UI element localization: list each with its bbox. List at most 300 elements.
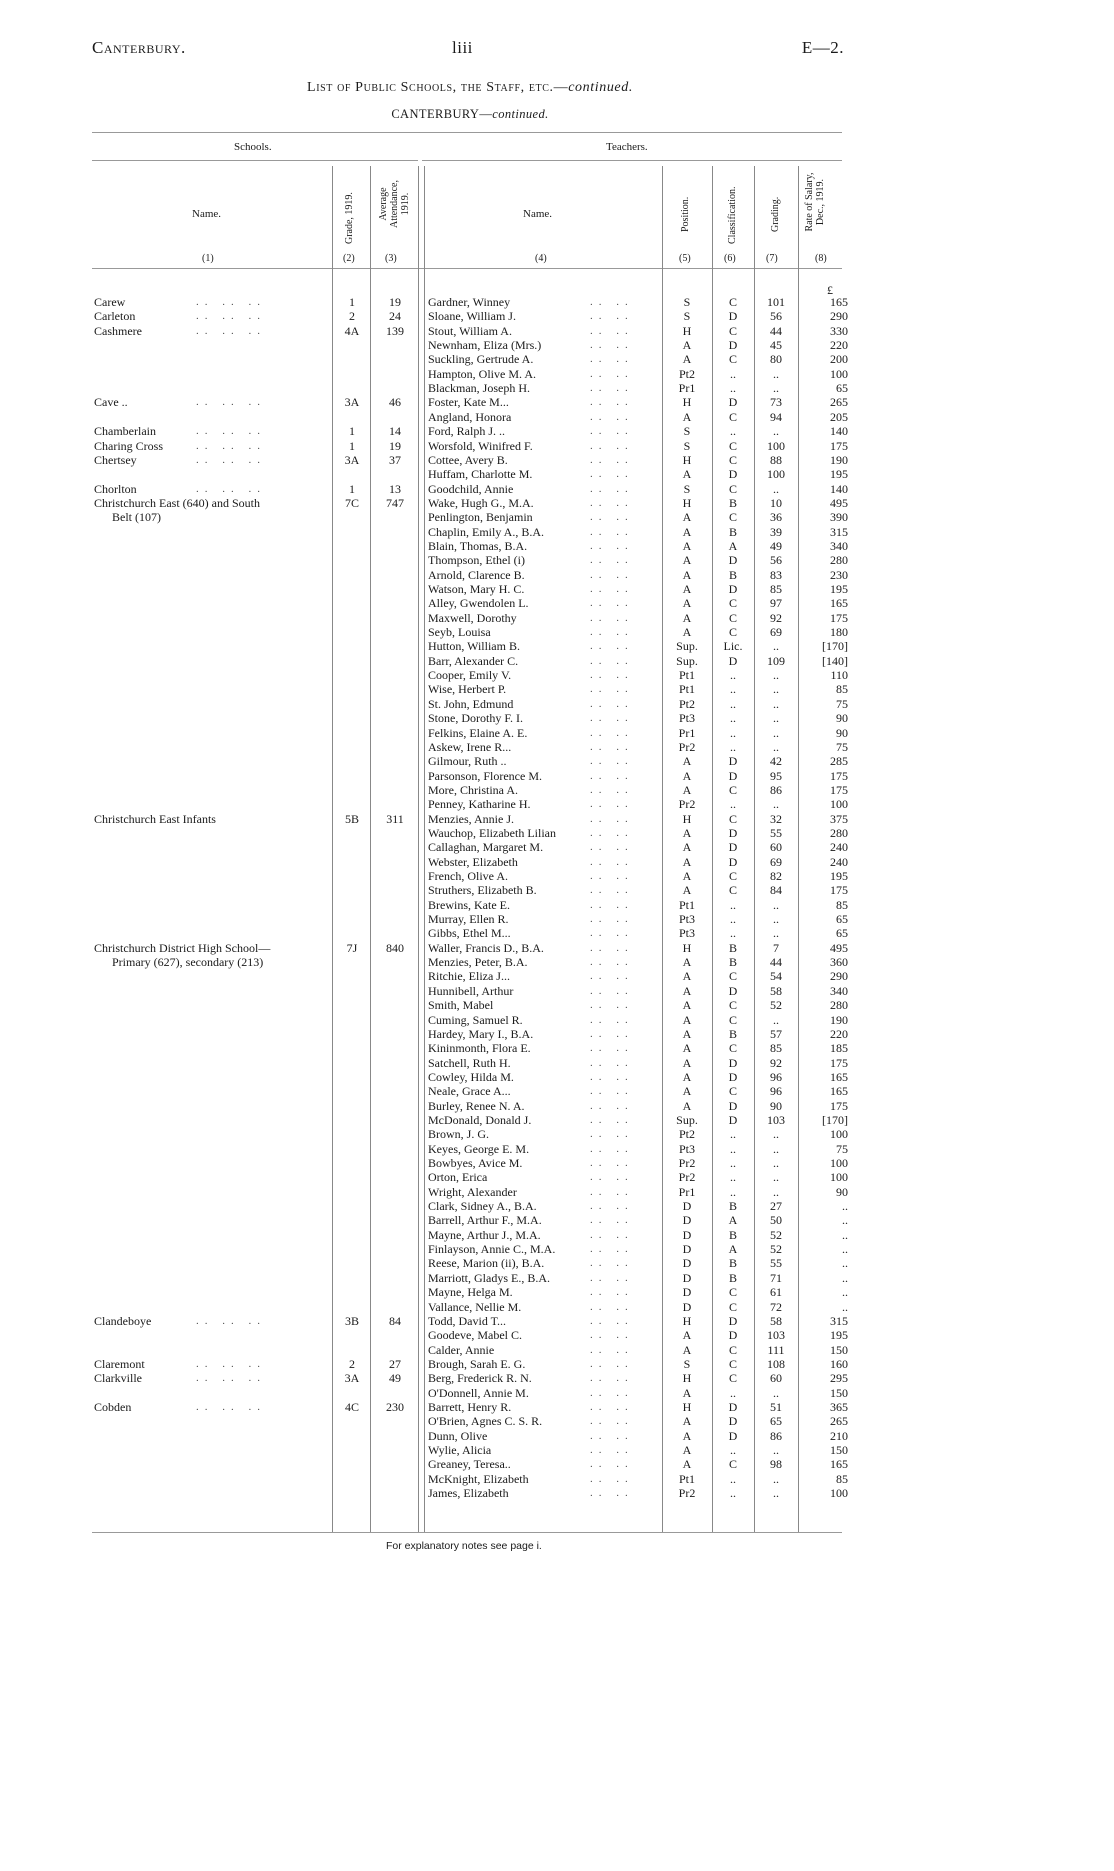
leader-dots: .. ..	[590, 597, 634, 610]
leader-dots: .. .. ..	[196, 1357, 266, 1370]
rule-top	[92, 132, 842, 133]
table-row	[0, 1041, 940, 1055]
teacher-grading: 49	[770, 538, 782, 553]
teacher-grading: 44	[770, 955, 782, 970]
leader-dots: .. ..	[590, 1056, 634, 1069]
teacher-classification: D	[728, 1414, 738, 1429]
school-name: Claremont	[94, 1356, 145, 1371]
teacher-position: D	[682, 1227, 692, 1242]
leader-dots: .. ..	[590, 468, 634, 481]
col-header-grade: Grade, 1919.	[344, 192, 355, 244]
teacher-grading: 56	[770, 309, 782, 324]
table-row	[0, 855, 940, 869]
school-grade: 1	[349, 295, 355, 309]
teacher-grading: 100	[767, 438, 785, 453]
teacher-grading: ..	[773, 1156, 779, 1170]
teacher-classification: D	[728, 553, 738, 568]
teacher-position: A	[682, 754, 692, 769]
teacher-classification: C	[728, 1356, 737, 1371]
teacher-name: Wauchop, Elizabeth Lilian	[428, 825, 556, 840]
table-row	[0, 309, 940, 323]
leader-dots: .. ..	[590, 812, 634, 825]
teacher-salary: 110	[830, 668, 848, 683]
teacher-grading: ..	[773, 682, 779, 697]
teacher-name: Chaplin, Emily A., B.A.	[428, 524, 545, 539]
teacher-classification: A	[728, 1242, 738, 1257]
table-row	[0, 1156, 940, 1170]
teacher-position: A	[682, 854, 692, 869]
leader-dots: .. .. ..	[196, 482, 266, 495]
teacher-position: A	[682, 1457, 692, 1472]
teacher-position: Pt3	[678, 912, 695, 927]
teacher-classification: ..	[730, 1385, 736, 1400]
school-attendance: 13	[389, 481, 401, 496]
teacher-position: A	[682, 983, 692, 998]
table-row	[0, 883, 940, 897]
teacher-salary: 85	[836, 682, 848, 697]
teacher-classification: D	[728, 467, 738, 482]
col-number: (7)	[766, 253, 778, 264]
teacher-name: Foster, Kate M...	[428, 395, 509, 410]
leader-dots: .. ..	[590, 669, 634, 682]
school-grade: 3A	[344, 395, 360, 410]
leader-dots: .. ..	[590, 683, 634, 696]
table-row	[0, 826, 940, 840]
school-attendance: 84	[389, 1313, 401, 1328]
leader-dots: .. .. ..	[196, 324, 266, 337]
teacher-classification: C	[728, 998, 737, 1013]
leader-dots: .. ..	[590, 1099, 634, 1112]
teacher-position: A	[682, 538, 692, 553]
teacher-salary: 100	[830, 366, 848, 381]
teacher-classification: D	[728, 1399, 738, 1414]
teacher-classification: D	[728, 1098, 738, 1113]
leader-dots: .. ..	[590, 1257, 634, 1270]
teacher-position: A	[682, 998, 692, 1013]
table-row	[0, 1443, 940, 1457]
table-row	[0, 711, 940, 725]
teacher-salary: ..	[842, 1299, 848, 1314]
teacher-name: Alley, Gwendolen L.	[428, 596, 529, 611]
teacher-classification: B	[728, 940, 737, 955]
table-row	[0, 482, 940, 496]
leader-dots: .. ..	[590, 1429, 634, 1442]
teacher-classification: C	[728, 1299, 737, 1314]
page-header-right: E—2.	[801, 38, 844, 57]
school-name: Charing Cross	[94, 438, 163, 453]
teacher-salary: 495	[830, 940, 848, 955]
table-row	[0, 984, 940, 998]
teacher-salary: 290	[830, 309, 848, 324]
table-row	[0, 1314, 940, 1328]
table-row	[0, 1486, 940, 1500]
teacher-grading: 45	[770, 338, 782, 353]
teacher-classification: D	[728, 825, 738, 840]
leader-dots: .. .. ..	[196, 1314, 266, 1327]
teacher-name: Arnold, Clarence B.	[428, 567, 525, 582]
teacher-position: D	[682, 1199, 692, 1214]
school-grade: 3A	[344, 452, 360, 467]
teacher-classification: D	[728, 1428, 738, 1443]
leader-dots: .. ..	[590, 1157, 634, 1169]
teacher-salary: ..	[842, 1227, 848, 1242]
teacher-salary: 230	[830, 567, 848, 582]
teacher-grading: ..	[773, 739, 779, 754]
teacher-name: Cowley, Hilda M.	[428, 1069, 514, 1084]
teacher-position: A	[682, 782, 692, 797]
table-row	[0, 1084, 940, 1098]
teacher-salary: 140	[830, 424, 848, 439]
leader-dots: .. ..	[590, 712, 634, 725]
teacher-classification: C	[728, 409, 737, 424]
school-grade: 2	[349, 309, 355, 324]
table-row	[0, 898, 940, 912]
table-row	[0, 869, 940, 883]
teacher-salary: 220	[830, 1026, 848, 1041]
teacher-grading: 83	[770, 567, 782, 582]
teacher-name: Wake, Hugh G., M.A.	[428, 495, 534, 510]
teacher-grading: ..	[773, 926, 779, 941]
teacher-name: Wise, Herbert P.	[428, 682, 507, 697]
table-row	[0, 797, 940, 811]
leader-dots: .. ..	[590, 1171, 634, 1184]
leader-dots: .. ..	[590, 353, 634, 366]
table-row	[0, 1285, 940, 1299]
school-grade: 1	[349, 438, 355, 453]
school-attendance: 230	[386, 1399, 404, 1414]
teacher-grading: 52	[770, 1242, 782, 1257]
teacher-name: Penney, Katharine H.	[428, 797, 531, 812]
leader-dots: .. ..	[590, 1085, 634, 1098]
teacher-salary: 190	[830, 452, 848, 467]
school-attendance: 49	[389, 1371, 401, 1386]
leader-dots: .. ..	[590, 1343, 634, 1356]
table-row	[0, 1328, 940, 1342]
teacher-classification: C	[728, 352, 737, 367]
teacher-grading: ..	[773, 1471, 779, 1486]
teacher-name: French, Olive A.	[428, 869, 508, 883]
teacher-position: Pt2	[678, 696, 695, 711]
teacher-name: Hampton, Olive M. A.	[428, 366, 536, 381]
leader-dots: .. ..	[590, 1013, 634, 1026]
teacher-name: Kininmonth, Flora E.	[428, 1041, 531, 1056]
teacher-name: Berg, Frederick R. N.	[428, 1371, 532, 1386]
leader-dots: .. ..	[590, 798, 634, 811]
leader-dots: .. ..	[590, 783, 634, 796]
teacher-position: A	[682, 1041, 692, 1056]
teacher-grading: 111	[767, 1342, 785, 1357]
teacher-position: A	[682, 610, 692, 625]
table-row	[0, 726, 940, 740]
teacher-salary: 100	[830, 1127, 848, 1142]
teacher-name: McKnight, Elizabeth	[428, 1471, 529, 1486]
school-attendance: 747	[386, 495, 404, 510]
leader-dots: .. .. ..	[196, 310, 266, 323]
teacher-name: Goodchild, Annie	[428, 481, 514, 496]
col-number: (6)	[724, 253, 736, 264]
school-attendance: 27	[389, 1356, 401, 1371]
teacher-classification: Lic.	[723, 639, 743, 654]
teacher-salary: 265	[830, 1414, 848, 1429]
teacher-classification: ..	[730, 1471, 736, 1486]
teacher-position: A	[682, 553, 692, 568]
leader-dots: .. ..	[590, 755, 634, 768]
teacher-name: Newnham, Eliza (Mrs.)	[428, 338, 542, 353]
table-row	[0, 510, 940, 524]
leader-dots: .. ..	[590, 841, 634, 854]
table-row	[0, 998, 940, 1012]
teacher-grading: 88	[770, 452, 782, 467]
teacher-position: Pr2	[678, 797, 696, 812]
teacher-classification: C	[728, 869, 737, 883]
leader-dots: .. ..	[590, 525, 634, 538]
teacher-salary: ..	[842, 1270, 848, 1285]
teacher-position: A	[682, 510, 692, 525]
teacher-salary: 150	[830, 1443, 848, 1457]
teacher-classification: C	[728, 1457, 737, 1472]
leader-dots: .. ..	[590, 453, 634, 466]
teacher-name: Finlayson, Annie C., M.A.	[428, 1242, 556, 1257]
teacher-classification: ..	[730, 897, 736, 912]
col-number: (1)	[202, 253, 214, 264]
teacher-classification: D	[728, 309, 738, 324]
teacher-classification: D	[728, 754, 738, 769]
teacher-position: Pt2	[678, 366, 695, 381]
teacher-grading: ..	[773, 912, 779, 927]
leader-dots: .. ..	[590, 1200, 634, 1213]
schools-group-header: Schools.	[234, 141, 272, 153]
school-attendance: 19	[389, 295, 401, 309]
teacher-grading: 73	[770, 395, 782, 410]
teacher-name: Murray, Ellen R.	[428, 912, 509, 927]
table-row	[0, 439, 940, 453]
teacher-classification: C	[728, 811, 737, 826]
leader-dots: .. ..	[590, 1128, 634, 1141]
school-attendance: 840	[386, 940, 404, 955]
leader-dots: .. ..	[590, 956, 634, 969]
teacher-position: Pt3	[678, 926, 695, 941]
teacher-classification: ..	[730, 682, 736, 697]
teacher-salary: ..	[842, 1213, 848, 1228]
teacher-salary: 240	[830, 854, 848, 869]
teacher-salary: 160	[830, 1356, 848, 1371]
teacher-name: Burley, Renee N. A.	[428, 1098, 525, 1113]
table-row	[0, 1300, 940, 1314]
teacher-grading: ..	[773, 1141, 779, 1156]
teacher-name: Calder, Annie	[428, 1342, 495, 1357]
leader-dots: .. ..	[590, 1185, 634, 1198]
table-row	[0, 840, 940, 854]
page-number: liii	[452, 38, 473, 57]
teacher-name: Satchell, Ruth H.	[428, 1055, 511, 1070]
teacher-position: Pt1	[678, 668, 695, 683]
teacher-name: Barrell, Arthur F., M.A.	[428, 1213, 542, 1228]
teacher-grading: 7	[773, 940, 779, 955]
table-row	[0, 1414, 940, 1428]
table-row	[0, 1400, 940, 1414]
school-name: Carleton	[94, 309, 136, 324]
teacher-position: A	[682, 338, 692, 353]
teacher-classification: ..	[730, 711, 736, 726]
teacher-classification: ..	[730, 1141, 736, 1156]
teacher-grading: 97	[770, 596, 782, 611]
teacher-classification: C	[728, 1084, 737, 1099]
teacher-position: A	[682, 1069, 692, 1084]
teacher-grading: 10	[770, 495, 782, 510]
school-grade: 3B	[344, 1313, 359, 1328]
teacher-grading: 86	[770, 1428, 782, 1443]
leader-dots: .. ..	[590, 913, 634, 926]
teacher-grading: 58	[770, 1313, 782, 1328]
leader-dots: .. ..	[590, 970, 634, 983]
teacher-name: Wylie, Alicia	[428, 1443, 492, 1457]
teacher-grading: 69	[770, 625, 782, 640]
leader-dots: .. .. ..	[196, 396, 266, 409]
teacher-name: McDonald, Donald J.	[428, 1112, 532, 1127]
teacher-grading: 100	[767, 467, 785, 482]
teacher-classification: ..	[730, 725, 736, 740]
teacher-position: A	[682, 625, 692, 640]
leader-dots: .. ..	[590, 927, 634, 940]
teacher-position: S	[683, 309, 691, 324]
table-row	[0, 1170, 940, 1184]
teacher-name: Barr, Alexander C.	[428, 653, 519, 668]
teacher-classification: C	[728, 1371, 737, 1386]
teacher-salary: 280	[830, 553, 848, 568]
table-row	[0, 1185, 940, 1199]
teacher-position: A	[682, 567, 692, 582]
teacher-classification: D	[728, 582, 738, 596]
teacher-grading: 61	[770, 1285, 782, 1300]
school-name: Cashmere	[94, 323, 142, 338]
leader-dots: .. ..	[590, 554, 634, 567]
teacher-grading: 42	[770, 754, 782, 769]
table-row	[0, 812, 940, 826]
teacher-salary: 495	[830, 495, 848, 510]
teacher-classification: ..	[730, 366, 736, 381]
school-attendance: 37	[389, 452, 401, 467]
table-row	[0, 926, 940, 940]
teacher-grading: 52	[770, 998, 782, 1013]
leader-dots: .. ..	[590, 984, 634, 997]
teacher-salary: 90	[836, 1184, 848, 1199]
teacher-classification: D	[728, 1112, 738, 1127]
teacher-classification: C	[728, 1342, 737, 1357]
school-name: Clarkville	[94, 1371, 142, 1386]
teacher-position: S	[683, 1356, 691, 1371]
teacher-grading: 27	[770, 1199, 782, 1214]
teacher-classification: D	[728, 1328, 738, 1343]
col-number: (5)	[679, 253, 691, 264]
teacher-salary: 185	[830, 1041, 848, 1056]
teacher-salary: 100	[830, 1486, 848, 1501]
teacher-name: Brough, Sarah E. G.	[428, 1356, 526, 1371]
teacher-position: A	[682, 768, 692, 783]
teacher-salary: 195	[830, 467, 848, 482]
teacher-position: Pt3	[678, 1141, 695, 1156]
teacher-grading: 109	[767, 653, 785, 668]
teacher-position: Sup.	[676, 1112, 698, 1127]
leader-dots: .. ..	[590, 697, 634, 710]
col-header-teacher-name: Name.	[523, 208, 553, 220]
teacher-name: Marriott, Gladys E., B.A.	[428, 1270, 550, 1285]
teacher-classification: D	[728, 395, 738, 410]
teacher-name: O'Brien, Agnes C. S. R.	[428, 1414, 543, 1429]
leader-dots: .. ..	[590, 740, 634, 753]
teacher-grading: 56	[770, 553, 782, 568]
teacher-name: Vallance, Nellie M.	[428, 1299, 522, 1314]
table-row	[0, 769, 940, 783]
teacher-classification: B	[728, 1227, 737, 1242]
teacher-grading: 85	[770, 1041, 782, 1056]
teacher-name: Askew, Irene R...	[428, 739, 512, 754]
teacher-position: A	[682, 524, 692, 539]
teacher-name: Huffam, Charlotte M.	[428, 467, 533, 482]
teacher-grading: 60	[770, 1371, 782, 1386]
teacher-salary: 140	[830, 481, 848, 496]
leader-dots: .. ..	[590, 870, 634, 882]
teacher-classification: C	[728, 782, 737, 797]
school-grade: 1	[349, 481, 355, 496]
teacher-salary: 65	[836, 381, 848, 396]
teacher-position: H	[682, 323, 692, 338]
col-header-salary: Rate of Salary, Dec., 1919.	[804, 172, 826, 232]
teacher-salary: 75	[836, 739, 848, 754]
teacher-position: A	[682, 1084, 692, 1099]
table-row	[0, 424, 940, 438]
teacher-name: Mayne, Arthur J., M.A.	[428, 1227, 541, 1242]
teacher-name: Barrett, Henry R.	[428, 1399, 512, 1414]
teacher-name: Brewins, Kate E.	[428, 897, 510, 912]
page-title: List of Public Schools, the Staff, etc.—continued.	[307, 80, 633, 95]
teacher-salary: 150	[830, 1385, 848, 1400]
leader-dots: .. ..	[590, 1458, 634, 1471]
teacher-salary: 75	[836, 1141, 848, 1156]
teacher-name: Ford, Ralph J. ..	[428, 424, 506, 439]
teacher-classification: ..	[730, 1127, 736, 1142]
teacher-classification: ..	[730, 1170, 736, 1185]
school-name: Primary (627), secondary (213)	[112, 955, 264, 970]
teacher-classification: B	[728, 1256, 737, 1271]
table-row	[0, 1357, 940, 1371]
teacher-name: Worsfold, Winifred F.	[428, 438, 533, 453]
teacher-name: Sloane, William J.	[428, 309, 516, 324]
teacher-classification: C	[728, 1285, 737, 1300]
teacher-grading: ..	[773, 481, 779, 496]
teacher-name: James, Elizabeth	[428, 1486, 509, 1501]
teacher-salary: 390	[830, 510, 848, 525]
col-header-position: Position.	[680, 196, 691, 232]
teacher-grading: 96	[770, 1084, 782, 1099]
teacher-salary: 85	[836, 897, 848, 912]
teacher-classification: ..	[730, 739, 736, 754]
school-name: Chertsey	[94, 452, 137, 467]
teacher-name: Dunn, Olive	[428, 1428, 488, 1443]
teacher-classification: ..	[730, 1184, 736, 1199]
teacher-salary: 65	[836, 926, 848, 941]
teacher-grading: 108	[767, 1356, 785, 1371]
teacher-salary: ..	[842, 1285, 848, 1300]
leader-dots: .. ..	[590, 999, 634, 1012]
col-number: (8)	[815, 253, 827, 264]
teacher-salary: 90	[836, 725, 848, 740]
teacher-classification: C	[728, 438, 737, 453]
footer-note: For explanatory notes see page i.	[386, 1540, 542, 1552]
leader-dots: .. ..	[590, 568, 634, 581]
teacher-position: A	[682, 1328, 692, 1343]
teacher-name: Greaney, Teresa..	[428, 1457, 511, 1472]
teacher-grading: ..	[773, 639, 779, 654]
